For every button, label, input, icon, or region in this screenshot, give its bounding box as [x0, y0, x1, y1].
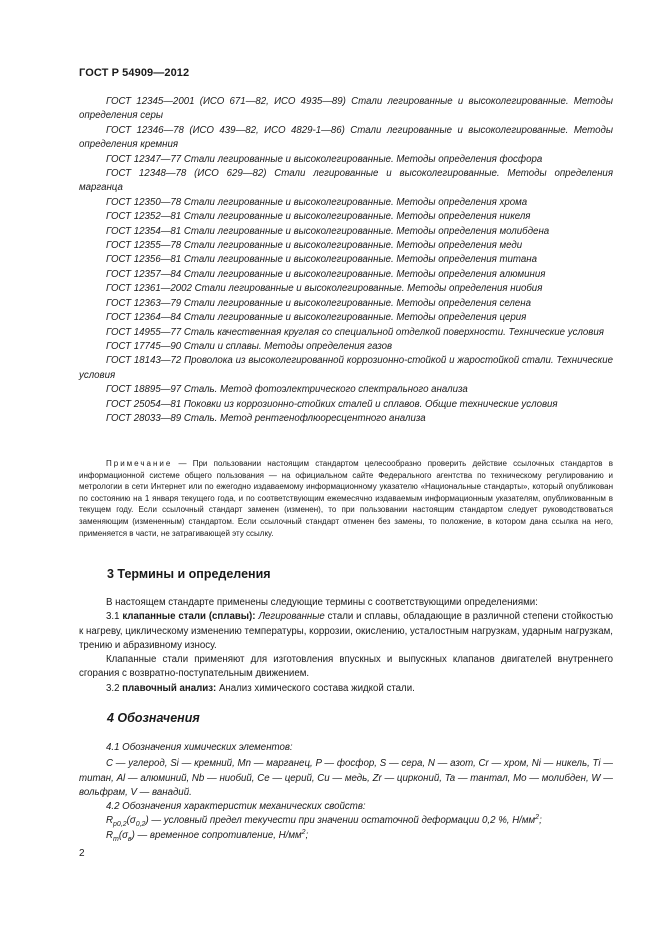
- reference-item: ГОСТ 12347—77 Стали легированные и высоколегированные. Методы определения фосфора: [106, 153, 543, 165]
- term-number: 3.1: [106, 611, 120, 623]
- rp-symbol: $R_{p0,2}(\sigma_{0,2})$: [106, 815, 149, 829]
- rm-text: — временное сопротивление, Н/мм: [137, 829, 302, 841]
- rm-symbol: $R_m(\sigma_в)$: [106, 829, 135, 843]
- term-name: клапанные стали (сплавы):: [122, 611, 256, 623]
- reference-item: ГОСТ 14955—77 Сталь качественная круглая со специальной отделкой поверхности. Технические условия: [106, 326, 604, 338]
- term-name: плавочный анализ:: [122, 682, 217, 694]
- note-block: [79, 458, 613, 539]
- section-4-title: 4 Обозначения: [107, 711, 200, 725]
- term-number: 3.2: [106, 682, 120, 694]
- term-3-2: [79, 682, 613, 696]
- section-3-body: [79, 596, 613, 696]
- reference-item: ГОСТ 12361—2002 Стали легированные и высоколегированные. Методы определения ниобия: [106, 283, 543, 295]
- subsection-4-2: 4.2 Обозначения характеристик механических свойств:: [106, 801, 366, 813]
- reference-item: ГОСТ 12354—81 Стали легированные и высоколегированные. Методы определения молибдена: [106, 225, 550, 237]
- references-list: [79, 95, 613, 426]
- term-definition: Анализ химического состава жидкой стали.: [218, 682, 415, 694]
- term-definition-italic: Легированные: [258, 611, 325, 623]
- reference-item: ГОСТ 28033—89 Сталь. Метод рентгенофлюоресцентного анализа: [106, 412, 426, 424]
- reference-item: ГОСТ 12352—81 Стали легированные и высоколегированные. Методы определения никеля: [106, 211, 531, 223]
- rm-definition: $R_m(\sigma_в)$ — временное сопротивление, $Н/мм^2$;: [106, 828, 309, 843]
- subsection-4-1: 4.1 Обозначения химических элементов:: [106, 742, 293, 753]
- reference-item: ГОСТ 12350—78 Стали легированные и высоколегированные. Методы определения хрома: [106, 196, 528, 208]
- rp-text: — условный предел текучести при значении остаточной деформации 0,2 %, Н/мм: [151, 815, 536, 827]
- section-3-title: 3 Термины и определения: [107, 567, 271, 581]
- document-header: ГОСТ Р 54909—2012: [79, 67, 190, 79]
- reference-item: ГОСТ 12355—78 Стали легированные и высоколегированные. Методы определения меди: [106, 240, 523, 252]
- reference-item: ГОСТ 18143—72 Проволока из высоколегированной коррозионно-стойкой и жаростойкой стали. Технические условия: [79, 355, 613, 381]
- reference-item: ГОСТ 25054—81 Поковки из коррозионно-стойких сталей и сплавов. Общие технические условия: [106, 398, 558, 410]
- reference-item: ГОСТ 12348—78 (ИСО 629—82) Стали легированные и высоколегированные. Методы определения марганца: [79, 168, 613, 194]
- reference-item: ГОСТ 12363—79 Стали легированные и высоколегированные. Методы определения селена: [106, 297, 531, 309]
- element-symbols: C — углерод, Si — кремний, Mn — марганец, P — фосфор, S — сера, N — азот, Cr — хром, Ni — никель, Ti — титан, Al — алюминий, Nb — ниобий, Ce — церий, Cu — медь, Zr — цирконий, Ta — тантал, Mo — молибден, W — вольфрам, V — ванадий.: [79, 758, 613, 798]
- note-text: — При пользовании настоящим стандартом целесообразно проверить действие ссылочных стандартов в информационной системе общего пользования — на официальном сайте Федерального агентства по техническому регулированию и метрологии в сети Интернет или по ежегодно издаваемому информационному указателю «Национальные стандарты», который опубликован по состоянию на 1 января текущего года, и по соответствующим ежемесячно издаваемым информационным указателям, опубликованным в текущем году. Если ссылочный стандарт заменен (изменен), то при пользовании настоящим стандартом следует руководствоваться заменяющим (измененным) стандартом. Если ссылочный стандарт отменен без замены, то положение, в котором дана ссылка на него, применяется в части, не затрагивающей эту ссылку.: [79, 459, 613, 538]
- reference-item: ГОСТ 12345—2001 (ИСО 671—82, ИСО 4935—89) Стали легированные и высоколегированные. Методы определения серы: [79, 96, 613, 122]
- page-number: 2: [79, 848, 85, 859]
- section-3-intro: В настоящем стандарте применены следующие термины с соответствующими определениями:: [106, 597, 538, 608]
- rp-definition: $R_{p0,2}(\sigma_{0,2})$ — условный предел текучести при значении остаточной деформации 0,2 %, $Н/мм^2$;: [106, 814, 542, 829]
- term-3-1-extra: Клапанные стали применяют для изготовления впускных и выпускных клапанов двигателей внутреннего сгорания с возвратно-поступательным движением.: [79, 654, 613, 680]
- reference-item: ГОСТ 17745—90 Стали и сплавы. Методы определения газов: [106, 340, 393, 352]
- reference-item: ГОСТ 18895—97 Сталь. Метод фотоэлектрического спектрального анализа: [106, 384, 468, 396]
- reference-item: ГОСТ 12346—78 (ИСО 439—82, ИСО 4829-1—86) Стали легированные и высоколегированные. Методы определения кремния: [79, 124, 613, 151]
- term-definition: стали и сплавы, обладающие в различной степени стойкостью к нагреву, циклическому изменению температуры, коррозии, окислению, усталостным нагрузкам, ударным нагрузкам, трению и абразивному износу.: [79, 611, 613, 651]
- reference-item: ГОСТ 12364—84 Стали легированные и высоколегированные. Методы определения церия: [106, 312, 527, 324]
- reference-item: ГОСТ 12356—81 Стали легированные и высоколегированные. Методы определения титана: [106, 254, 537, 266]
- reference-item: ГОСТ 12357—84 Стали легированные и высоколегированные. Методы определения алюминия: [106, 268, 546, 280]
- term-3-1: [79, 610, 613, 653]
- section-4-body: [79, 741, 613, 843]
- note-heading: Примечание: [106, 459, 173, 468]
